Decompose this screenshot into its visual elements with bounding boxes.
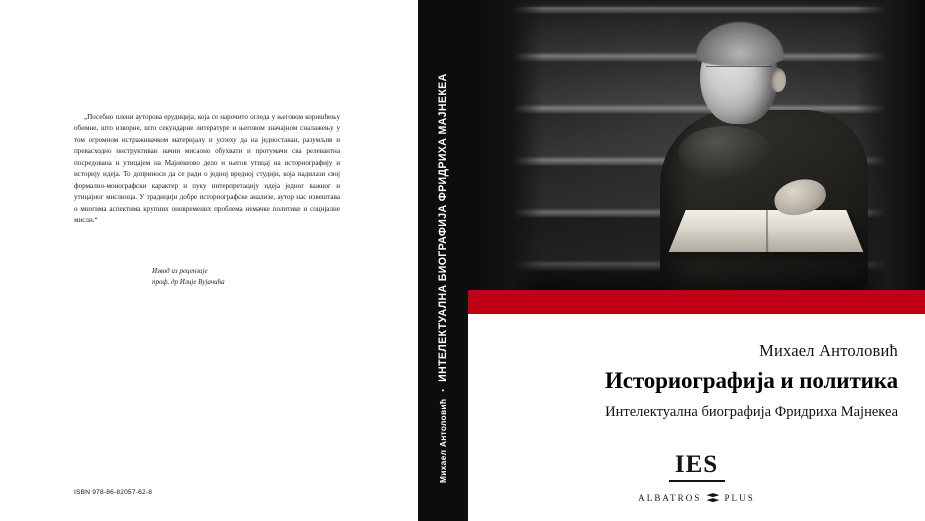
blurb-text: „Посебно плени ауторова ерудиција, која се нарочито огледа у његовом коришћењу обимне, што изворне, што секундарне литературе и његовом значајном сналажењу у том огромном истраживачком материјалу и успеху да на једноставан, разумљив и превасходно инструктиван начин мисаоно обухвати и протумачи сва релевантна посредована и утицајем на Мајнекеово дело и његов утицај на историографију и историју идеја. То доприноси да се ради о једној вредној студији, која надилази свој формално-монографски карактер и пуку интерпретацију идеја једног важног и утицајног мислиоца. У традицији добре историографске анализе, аутор нас извештава о многима аспектима крупних оновремених проблема немачке политике и социјалне мисли.“ xyxy=(74,113,340,225)
photo-left-shadow xyxy=(468,0,542,290)
publisher-name-block xyxy=(468,493,925,503)
open-book xyxy=(669,210,864,252)
portrait-figure xyxy=(654,22,874,290)
cover-photograph xyxy=(468,0,925,290)
attribution-line-2: проф. др Илије Вујачића xyxy=(152,277,225,286)
figure-ear xyxy=(770,68,786,92)
publisher-name-right: PLUS xyxy=(724,492,755,503)
front-cover-title: Историографија и политика xyxy=(604,368,898,393)
spine-text-block xyxy=(418,0,468,521)
spine-separator-icon: • xyxy=(438,388,448,392)
glasses-icon xyxy=(706,66,772,81)
publisher-block xyxy=(468,452,925,503)
blurb-attribution xyxy=(152,266,342,287)
back-cover-blurb xyxy=(74,112,340,227)
front-cover-panel xyxy=(468,0,925,521)
back-cover-panel xyxy=(0,0,418,521)
figure-hair xyxy=(696,22,784,66)
spine-title: ИНТЕЛЕКТУАЛНА БИОГРАФИЈА ФРИДРИХА МАЈНЕКЕА xyxy=(437,73,449,382)
publisher-name-left: ALBATROS xyxy=(638,492,702,503)
ies-logo: IES xyxy=(674,451,719,478)
front-cover-subtitle: Интелектуална биографија Фридриха Мајнекеа xyxy=(605,404,898,420)
front-cover-text-area xyxy=(468,314,925,521)
ies-logo-rule xyxy=(669,480,725,482)
albatros-diamond-icon xyxy=(706,493,719,502)
attribution-line-1: Извод из рецензије xyxy=(152,267,208,275)
spine-author: Михаел Антоловић xyxy=(438,398,448,483)
figure-shoulder-highlight xyxy=(678,126,774,180)
front-cover-author: Михаел Антоловић xyxy=(759,341,898,360)
isbn-text: ISBN 978-86-82057-62-8 xyxy=(74,489,153,496)
red-accent-band xyxy=(468,290,925,314)
spine-panel xyxy=(418,0,468,521)
